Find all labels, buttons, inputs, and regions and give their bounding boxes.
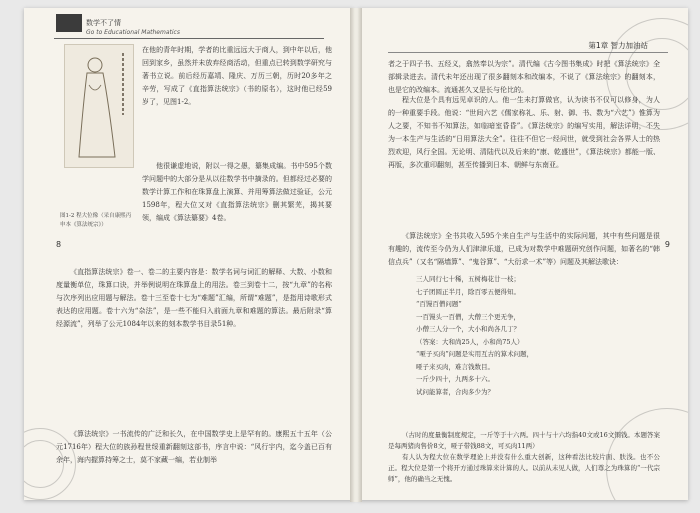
- poem-line: （答案：大和尚25人，小和尚75人）: [416, 337, 524, 346]
- decorative-swirl: [626, 38, 688, 110]
- portrait-illustration: [64, 44, 134, 168]
- header-logo-block: [56, 14, 82, 32]
- portrait-caption: 图1-2 程大位像（采自康熙丙申本《算法统宗》）: [60, 213, 132, 228]
- poem-line: 七子团圆正半月，除百零五便得知。: [416, 287, 520, 296]
- left-header-english: Go to Educational Mathematics: [86, 29, 180, 36]
- left-header-rule: [54, 38, 324, 39]
- right-paragraph-3: 《算法统宗》全书共收入595个来自生产与生活中的实际问题，其中有些问题是很有趣的，流传至今仍为人们津津乐道，已成为对数学中难题研究创作问题，如著名的“韩信点兵”（又名“隔墙算”、“鬼谷算”、“大衍求一术”等）问题及其解法歌诀：: [388, 232, 660, 266]
- left-page: [24, 8, 354, 500]
- scholar-figure-icon: [65, 45, 133, 167]
- right-paragraph-2: 程大位是个具有远见卓识的人。他一生未打算做官，认为读书不仅可以修身，为人的一种重要手段。他说：“世间六艺《儒家称礼、乐、射、御、书、数为“六艺”》惟算为人之要，不知书不知算法，如临暗室昏昏”。《算法统宗》的编写实用，解法详明，不失为一本生产与生活的“日用算法大全”。往往不但它一经问世，就受到社会各界人士的热烈欢迎，风行全国。无论明、清陆代以及后来的“康、乾盛世”，《算法统宗》都能一版、再版，多次重印翻刻，甚至传播到日本、朝鲜与东南亚。: [388, 96, 660, 169]
- left-page-number: 8: [56, 240, 62, 249]
- poem-line: 一百馒头一百僧，大僧三个更无争，: [416, 312, 520, 321]
- left-paragraph-4: 《算法统宗》一书流传的广泛和长久，在中国数学史上是罕有的。康熙五十五年（公元1716年）程大位的族孙程世绥重新翻刻这部书，序言中说：“风行宇内，迄今盖已百有余年，海内握算持筹之士，莫不家藏一编，若业制举: [56, 430, 332, 464]
- poem-line: 哑子来买肉，难言钱数目。: [416, 362, 494, 371]
- poem-line: 三人同行七十稀，五树梅花廿一枝；: [416, 275, 520, 283]
- left-paragraph-3: 《直指算法统宗》卷一、卷二的主要内容是：数学名词与词汇的解释、大数、小数和度量衡单位，珠算口诀，并举例说明在珠算盘上的用法。卷三到卷十二，按“九章”的名称与次序列出应用题与解法。卷十三至卷十七为“难题”汇编，所谓“难题”，是指用诗歌形式表达的应用题。卷十六为“杂法”，是一些不能归入前面九章和难题的算法。最后附录“算经源流”，列举了公元1084年以来的刻本数学书目录51种。: [56, 268, 332, 328]
- poem-line: 试问能算者，合肉多少为？: [416, 387, 494, 396]
- right-header: 第1章 智力加油站: [588, 41, 648, 50]
- poem-line: “哑子买肉”问题是实用互古的算术问题，: [416, 350, 534, 358]
- left-header: [86, 18, 180, 36]
- right-page-lower: [388, 230, 660, 398]
- poem-block: [416, 273, 660, 398]
- right-closing-paragraph-1: （古时的度量衡制度规定，一斤等于十六两。四十与十六均指40文或16文铜钱。本题答案是每两猪肉售价8文，哑子带钱88文，可买肉11两）: [388, 431, 660, 450]
- left-header-title: 数学不了情: [86, 19, 121, 27]
- poem-line: 小僧三人分一个，大小和尚各几丁？: [416, 325, 520, 333]
- right-paragraph-1: 者之于四子书、五经义，翕然奉以为宗”。清代编《古今图书集成》时把《算法统宗》全部辑录进去。清代未年还出现了很多翻刻本和改编本，不说了《算法统宗》的翻刻本，也是它的改编本。流通甚久又是长与伦比的。: [388, 60, 660, 94]
- right-page-closing: [388, 430, 660, 485]
- book-spine: [350, 8, 362, 502]
- right-closing-paragraph-2: 有人认为程大位在数学理论上并没有什么重大创新，这种看法比较片面、肤浅。也不公正。程大位是第一个将开方通过珠算来计算的人。以前从未见人做，人们尊之为珠算的“一代宗师”，他的确当之无愧。: [388, 453, 660, 483]
- left-paragraph-2: 他很谦虚地说，附以一得之愚，纂集成编。书中595个数学问题中的大部分是从以往数学书中摘录的。但都经过必要的数学计算工作和在珠算盘上演算、并用筹算法做过验证，公元1598年，程大位又对《直指算法统宗》删其繁芜，揭其要领，编成《算法纂要》4卷。: [142, 162, 332, 222]
- left-paragraph-1: 在他的青年时期，学者的比重远远大于商人，到中年以后，他回到家乡，虽然并未放弃经商活动，但重点已转到数学研究与著书立说。前后经历嘉靖、隆庆、万历三朝，历时20多年之辛劳，写成了《直指算法统宗》（书的原名），这时他已经59岁了，见图1-2。: [142, 46, 332, 106]
- poem-line: 一斤少四十，九两多十六。: [416, 375, 494, 383]
- right-page-number: 9: [664, 240, 670, 249]
- poem-line: “百馒百僧问题”: [416, 300, 462, 308]
